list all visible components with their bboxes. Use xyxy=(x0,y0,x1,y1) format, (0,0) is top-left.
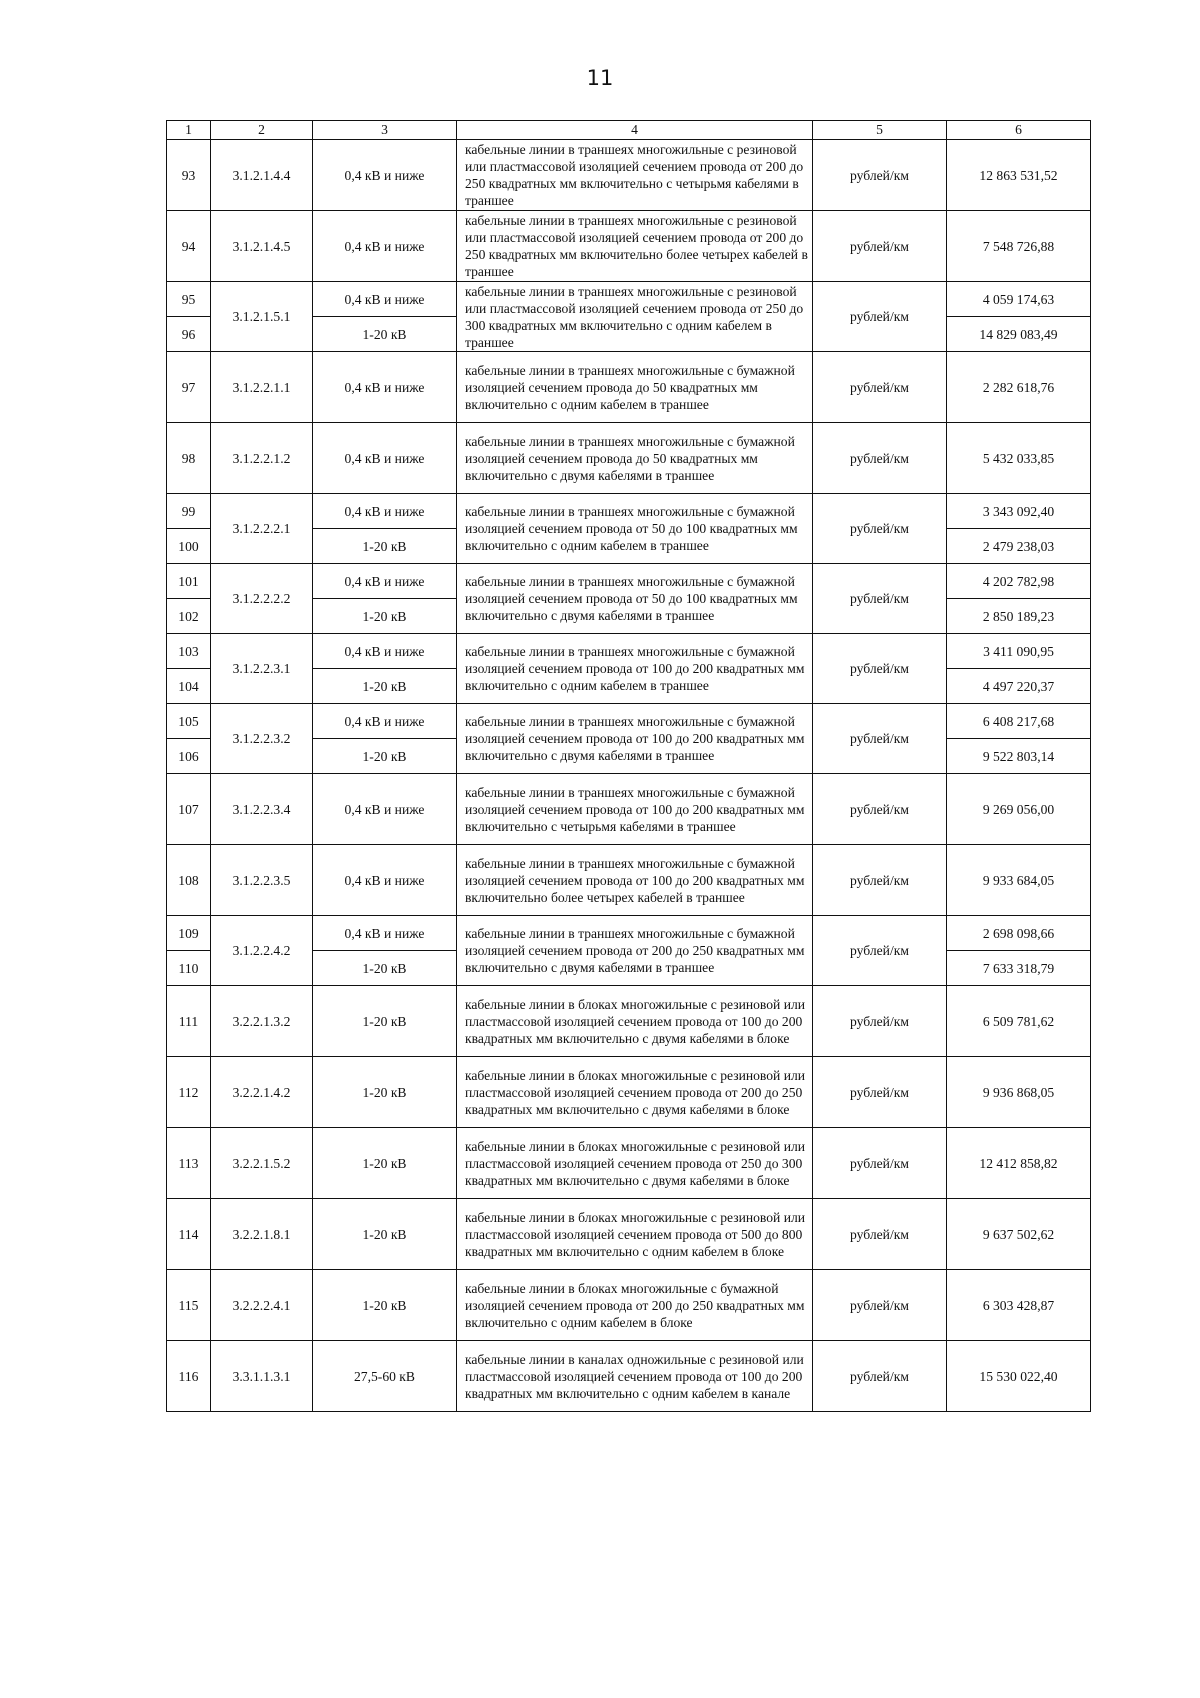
table-row xyxy=(167,845,1091,916)
row-number: 105 xyxy=(167,704,211,739)
cable-description: кабельные линии в блоках многожильные с резиновой или пластмассовой изоляцией сечением провода от 250 до 300 квадратных мм включительно с двумя кабелями в блоке xyxy=(457,1128,813,1199)
price-value: 6 408 217,68 xyxy=(947,704,1091,739)
cable-description: кабельные линии в блоках многожильные с резиновой или пластмассовой изоляцией сечением провода от 200 до 250 квадратных мм включительно с двумя кабелями в блоке xyxy=(457,1057,813,1128)
item-code: 3.1.2.1.4.5 xyxy=(211,211,313,282)
voltage-level: 0,4 кВ и ниже xyxy=(313,845,457,916)
row-number: 109 xyxy=(167,916,211,951)
unit: рублей/км xyxy=(813,916,947,986)
voltage-level: 1-20 кВ xyxy=(313,1199,457,1270)
cable-description: кабельные линии в траншеях многожильные с бумажной изоляцией сечением провода от 50 до 100 квадратных мм включительно с двумя кабелями в траншее xyxy=(457,564,813,634)
voltage-level: 0,4 кВ и ниже xyxy=(313,774,457,845)
header-col-1: 1 xyxy=(167,121,211,140)
cable-description: кабельные линии в каналах одножильные с резиновой или пластмассовой изоляцией сечением провода от 100 до 200 квадратных мм включительно с одним кабелем в канале xyxy=(457,1341,813,1412)
cable-description: кабельные линии в траншеях многожильные с бумажной изоляцией сечением провода до 50 квадратных мм включительно с двумя кабелями в траншее xyxy=(457,423,813,494)
unit: рублей/км xyxy=(813,774,947,845)
row-number: 104 xyxy=(167,669,211,704)
price-value: 2 282 618,76 xyxy=(947,352,1091,423)
item-code: 3.1.2.2.2.1 xyxy=(211,494,313,564)
cable-description: кабельные линии в блоках многожильные с бумажной изоляцией сечением провода от 200 до 250 квадратных мм включительно с одним кабелем в блоке xyxy=(457,1270,813,1341)
table-row xyxy=(167,140,1091,211)
row-number: 116 xyxy=(167,1341,211,1412)
voltage-level: 0,4 кВ и ниже xyxy=(313,704,457,739)
voltage-level: 0,4 кВ и ниже xyxy=(313,352,457,423)
voltage-level: 0,4 кВ и ниже xyxy=(313,494,457,529)
cable-description: кабельные линии в блоках многожильные с резиновой или пластмассовой изоляцией сечением провода от 100 до 200 квадратных мм включительно с двумя кабелями в блоке xyxy=(457,986,813,1057)
table-row xyxy=(167,774,1091,845)
voltage-level: 0,4 кВ и ниже xyxy=(313,282,457,317)
table-row xyxy=(167,1270,1091,1341)
table-row xyxy=(167,704,1091,739)
item-code: 3.1.2.2.3.4 xyxy=(211,774,313,845)
price-value: 4 497 220,37 xyxy=(947,669,1091,704)
item-code: 3.1.2.2.3.2 xyxy=(211,704,313,774)
price-value: 2 850 189,23 xyxy=(947,599,1091,634)
voltage-level: 0,4 кВ и ниже xyxy=(313,423,457,494)
cable-description: кабельные линии в траншеях многожильные с бумажной изоляцией сечением провода от 100 до 200 квадратных мм включительно более четырех кабелей в траншее xyxy=(457,845,813,916)
cable-description: кабельные линии в блоках многожильные с резиновой или пластмассовой изоляцией сечением провода от 500 до 800 квадратных мм включительно с одним кабелем в блоке xyxy=(457,1199,813,1270)
item-code: 3.1.2.2.4.2 xyxy=(211,916,313,986)
item-code: 3.2.2.2.4.1 xyxy=(211,1270,313,1341)
row-number: 113 xyxy=(167,1128,211,1199)
voltage-level: 0,4 кВ и ниже xyxy=(313,211,457,282)
price-value: 2 479 238,03 xyxy=(947,529,1091,564)
header-col-2: 2 xyxy=(211,121,313,140)
voltage-level: 1-20 кВ xyxy=(313,739,457,774)
voltage-level: 1-20 кВ xyxy=(313,317,457,352)
table-row xyxy=(167,1128,1091,1199)
item-code: 3.1.2.2.3.5 xyxy=(211,845,313,916)
row-number: 95 xyxy=(167,282,211,317)
price-value: 7 633 318,79 xyxy=(947,951,1091,986)
voltage-level: 1-20 кВ xyxy=(313,951,457,986)
cable-description: кабельные линии в траншеях многожильные с резиновой или пластмассовой изоляцией сечением провода от 200 до 250 квадратных мм включительно более четырех кабелей в траншее xyxy=(457,211,813,282)
price-value: 3 343 092,40 xyxy=(947,494,1091,529)
row-number: 98 xyxy=(167,423,211,494)
row-number: 106 xyxy=(167,739,211,774)
price-value: 3 411 090,95 xyxy=(947,634,1091,669)
voltage-level: 1-20 кВ xyxy=(313,599,457,634)
unit: рублей/км xyxy=(813,140,947,211)
header-col-5: 5 xyxy=(813,121,947,140)
row-number: 107 xyxy=(167,774,211,845)
table-row xyxy=(167,1057,1091,1128)
price-value: 6 509 781,62 xyxy=(947,986,1091,1057)
table-row xyxy=(167,282,1091,317)
unit: рублей/км xyxy=(813,282,947,352)
item-code: 3.1.2.1.5.1 xyxy=(211,282,313,352)
row-number: 102 xyxy=(167,599,211,634)
item-code: 3.1.2.2.1.1 xyxy=(211,352,313,423)
header-col-4: 4 xyxy=(457,121,813,140)
unit: рублей/км xyxy=(813,845,947,916)
item-code: 3.2.2.1.4.2 xyxy=(211,1057,313,1128)
header-col-3: 3 xyxy=(313,121,457,140)
item-code: 3.1.2.2.1.2 xyxy=(211,423,313,494)
row-number: 112 xyxy=(167,1057,211,1128)
cable-description: кабельные линии в траншеях многожильные с бумажной изоляцией сечением провода от 200 до 250 квадратных мм включительно с двумя кабелями в траншее xyxy=(457,916,813,986)
header-col-6: 6 xyxy=(947,121,1091,140)
table-row xyxy=(167,494,1091,529)
price-value: 9 933 684,05 xyxy=(947,845,1091,916)
table-row xyxy=(167,423,1091,494)
item-code: 3.1.2.1.4.4 xyxy=(211,140,313,211)
unit: рублей/км xyxy=(813,1341,947,1412)
price-value: 5 432 033,85 xyxy=(947,423,1091,494)
unit: рублей/км xyxy=(813,211,947,282)
price-value: 14 829 083,49 xyxy=(947,317,1091,352)
price-value: 4 059 174,63 xyxy=(947,282,1091,317)
row-number: 97 xyxy=(167,352,211,423)
table-row xyxy=(167,634,1091,669)
unit: рублей/км xyxy=(813,986,947,1057)
voltage-level: 27,5-60 кВ xyxy=(313,1341,457,1412)
table-row xyxy=(167,352,1091,423)
table-row xyxy=(167,1199,1091,1270)
cable-description: кабельные линии в траншеях многожильные с бумажной изоляцией сечением провода от 100 до 200 квадратных мм включительно с четырьмя кабелями в траншее xyxy=(457,774,813,845)
table-row xyxy=(167,916,1091,951)
voltage-level: 1-20 кВ xyxy=(313,1057,457,1128)
voltage-level: 1-20 кВ xyxy=(313,1270,457,1341)
price-value: 4 202 782,98 xyxy=(947,564,1091,599)
price-value: 9 269 056,00 xyxy=(947,774,1091,845)
table-row xyxy=(167,564,1091,599)
price-value: 12 412 858,82 xyxy=(947,1128,1091,1199)
row-number: 100 xyxy=(167,529,211,564)
voltage-level: 1-20 кВ xyxy=(313,529,457,564)
price-value: 9 936 868,05 xyxy=(947,1057,1091,1128)
unit: рублей/км xyxy=(813,494,947,564)
cable-description: кабельные линии в траншеях многожильные с бумажной изоляцией сечением провода от 100 до 200 квадратных мм включительно с одним кабелем в траншее xyxy=(457,634,813,704)
table-row xyxy=(167,211,1091,282)
voltage-level: 0,4 кВ и ниже xyxy=(313,140,457,211)
cable-description: кабельные линии в траншеях многожильные с бумажной изоляцией сечением провода от 50 до 100 квадратных мм включительно с одним кабелем в траншее xyxy=(457,494,813,564)
table-row xyxy=(167,986,1091,1057)
row-number: 114 xyxy=(167,1199,211,1270)
voltage-level: 0,4 кВ и ниже xyxy=(313,634,457,669)
unit: рублей/км xyxy=(813,1199,947,1270)
row-number: 115 xyxy=(167,1270,211,1341)
unit: рублей/км xyxy=(813,423,947,494)
item-code: 3.2.2.1.5.2 xyxy=(211,1128,313,1199)
cable-description: кабельные линии в траншеях многожильные с бумажной изоляцией сечением провода до 50 квадратных мм включительно с одним кабелем в траншее xyxy=(457,352,813,423)
header-row xyxy=(167,121,1091,140)
row-number: 99 xyxy=(167,494,211,529)
row-number: 108 xyxy=(167,845,211,916)
price-value: 6 303 428,87 xyxy=(947,1270,1091,1341)
row-number: 110 xyxy=(167,951,211,986)
row-number: 103 xyxy=(167,634,211,669)
row-number: 101 xyxy=(167,564,211,599)
unit: рублей/км xyxy=(813,564,947,634)
row-number: 96 xyxy=(167,317,211,352)
item-code: 3.1.2.2.3.1 xyxy=(211,634,313,704)
voltage-level: 0,4 кВ и ниже xyxy=(313,916,457,951)
table-body xyxy=(167,140,1091,1412)
unit: рублей/км xyxy=(813,704,947,774)
cable-description: кабельные линии в траншеях многожильные с резиновой или пластмассовой изоляцией сечением провода от 200 до 250 квадратных мм включительно с четырьмя кабелями в траншее xyxy=(457,140,813,211)
price-value: 7 548 726,88 xyxy=(947,211,1091,282)
unit: рублей/км xyxy=(813,1057,947,1128)
voltage-level: 1-20 кВ xyxy=(313,1128,457,1199)
item-code: 3.3.1.1.3.1 xyxy=(211,1341,313,1412)
unit: рублей/км xyxy=(813,352,947,423)
item-code: 3.1.2.2.2.2 xyxy=(211,564,313,634)
price-value: 12 863 531,52 xyxy=(947,140,1091,211)
item-code: 3.2.2.1.8.1 xyxy=(211,1199,313,1270)
price-value: 9 522 803,14 xyxy=(947,739,1091,774)
voltage-level: 1-20 кВ xyxy=(313,986,457,1057)
item-code: 3.2.2.1.3.2 xyxy=(211,986,313,1057)
row-number: 111 xyxy=(167,986,211,1057)
unit: рублей/км xyxy=(813,1270,947,1341)
rates-table xyxy=(166,120,1091,1412)
table-row xyxy=(167,1341,1091,1412)
unit: рублей/км xyxy=(813,634,947,704)
cable-description: кабельные линии в траншеях многожильные с резиновой или пластмассовой изоляцией сечением провода от 250 до 300 квадратных мм включительно с одним кабелем в траншее xyxy=(457,282,813,352)
cable-description: кабельные линии в траншеях многожильные с бумажной изоляцией сечением провода от 100 до 200 квадратных мм включительно с двумя кабелями в траншее xyxy=(457,704,813,774)
price-value: 15 530 022,40 xyxy=(947,1341,1091,1412)
unit: рублей/км xyxy=(813,1128,947,1199)
price-value: 2 698 098,66 xyxy=(947,916,1091,951)
row-number: 93 xyxy=(167,140,211,211)
row-number: 94 xyxy=(167,211,211,282)
price-value: 9 637 502,62 xyxy=(947,1199,1091,1270)
voltage-level: 1-20 кВ xyxy=(313,669,457,704)
voltage-level: 0,4 кВ и ниже xyxy=(313,564,457,599)
page-number: 11 xyxy=(586,66,614,90)
